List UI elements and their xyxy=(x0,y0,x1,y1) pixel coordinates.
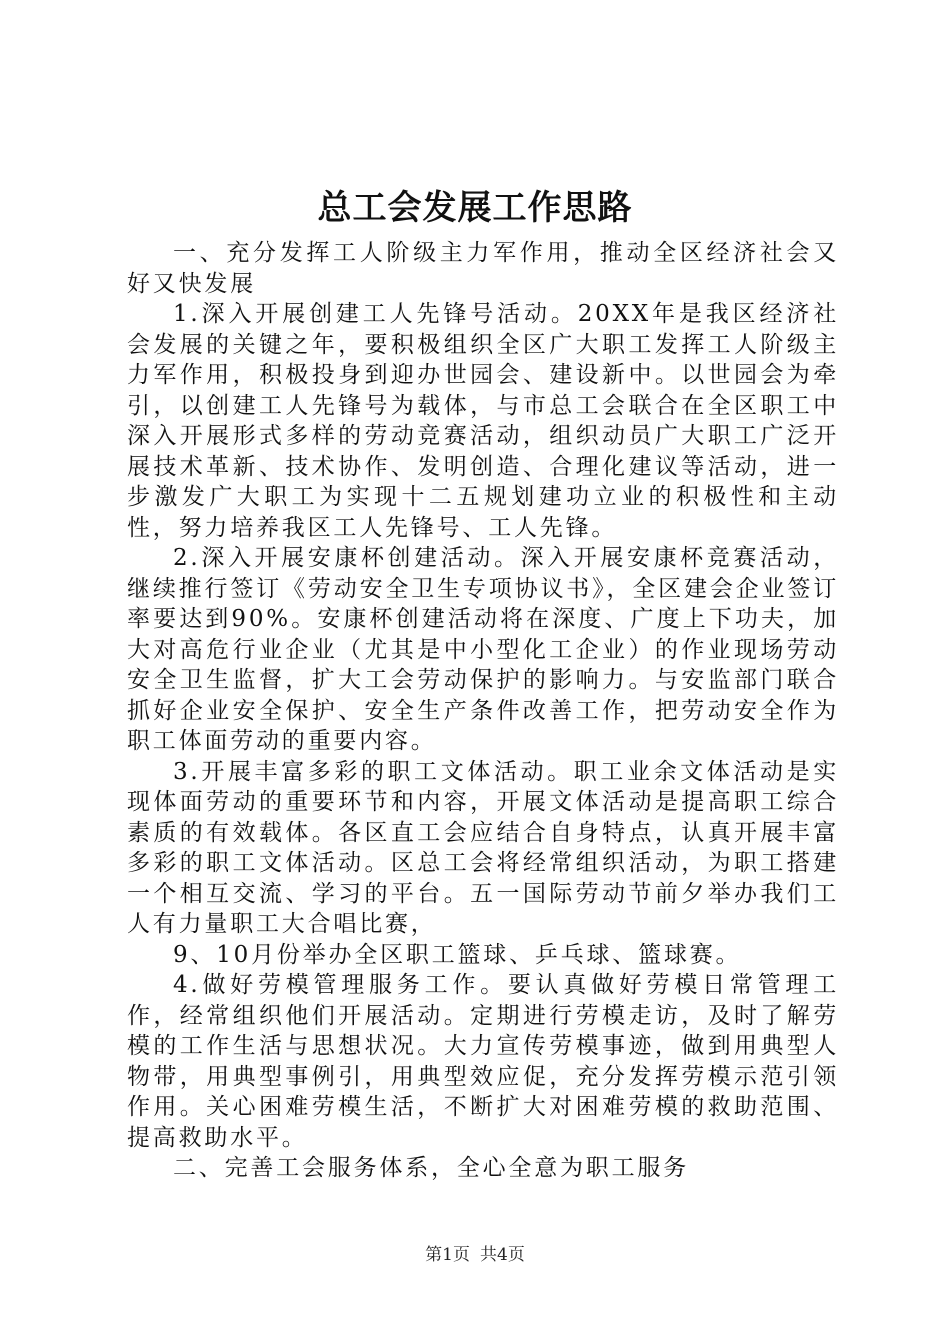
paragraph-item-1: 1.深入开展创建工人先锋号活动。20XX年是我区经济社会发展的关键之年，要积极组织全区广大职工发挥工人阶级主力军作用，积极投身到迎办世园会、建设新中。以世园会为牵引，以创建工人先锋号为载体，与市总工会联合在全区职工中深入开展形式多样的劳动竞赛活动，组织动员广大职工广泛开展技术革新、技术协作、发明创造、合理化建议等活动，进一步激发广大职工为实现十二五规划建功立业的积极性和主动性，努力培养我区工人先锋号、工人先锋。 xyxy=(127,301,839,541)
document-title: 总工会发展工作思路 xyxy=(317,188,633,228)
page-total: 共4页 xyxy=(480,1245,525,1265)
page-footer xyxy=(0,1244,950,1266)
paragraph-item-2: 2.深入开展安康杯创建活动。深入开展安康杯竞赛活动，继续推行签订《劳动安全卫生专项协议书》，全区建会企业签订率要达到90%。安康杯创建活动将在深度、广度上下功夫，加大对高危行业企业（尤其是中小型化工企业）的作业现场劳动安全卫生监督，扩大工会劳动保护的影响力。与安监部门联合抓好企业安全保护、安全生产条件改善工作，把劳动安全作为职工体面劳动的重要内容。 xyxy=(127,545,839,754)
paragraph-item-4: 4.做好劳模管理服务工作。要认真做好劳模日常管理工作，经常组织他们开展活动。定期进行劳模走访，及时了解劳模的工作生活与思想状况。大力宣传劳模事迹，做到用典型人物带，用典型事例引，用典型效应促，充分发挥劳模示范引领作用。关心困难劳模生活，不断扩大对困难劳模的救助范围、提高救助水平。 xyxy=(127,972,839,1151)
page-number: 第1页 xyxy=(425,1245,470,1265)
paragraph-item-3-continued: 9、10月份举办全区职工篮球、乒乓球、篮球赛。 xyxy=(173,941,742,968)
section-heading-1: 一、充分发挥工人阶级主力军作用，推动全区经济社会又好又快发展 xyxy=(127,240,839,297)
document-body xyxy=(127,238,839,1184)
paragraph-item-3: 3.开展丰富多彩的职工文体活动。职工业余文体活动是实现体面劳动的重要环节和内容，开展文体活动是提高职工综合素质的有效载体。各区直工会应结合自身特点，认真开展丰富多彩的职工文体活动。区总工会将经常组织活动，为职工搭建一个相互交流、学习的平台。五一国际劳动节前夕举办我们工人有力量职工大合唱比赛， xyxy=(127,758,839,937)
section-heading-2: 二、完善工会服务体系，全心全意为职工服务 xyxy=(173,1155,689,1181)
